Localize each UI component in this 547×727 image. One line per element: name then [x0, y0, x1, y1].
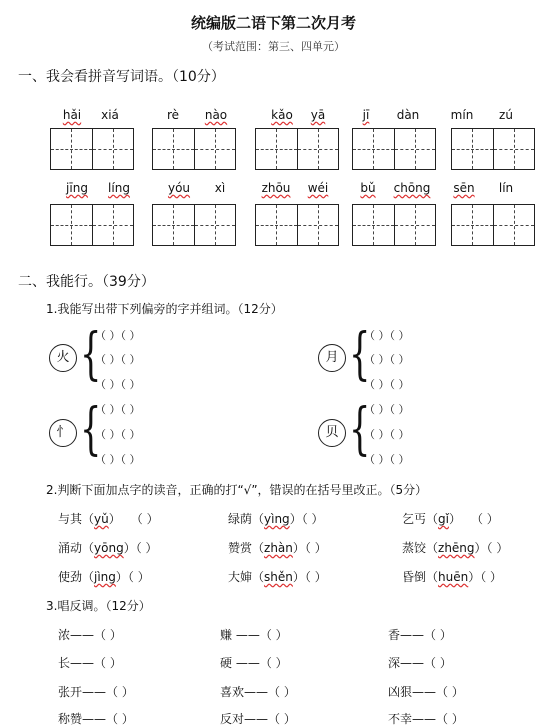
- pinyin: jī: [362, 108, 370, 122]
- blank-line[interactable]: （ ）（ ）: [364, 453, 410, 466]
- blank-line[interactable]: （ ）（ ）: [364, 403, 410, 416]
- blank-line[interactable]: （ ）（ ）: [95, 329, 141, 342]
- blank-line[interactable]: （ ）（ ）: [364, 428, 410, 441]
- pronunciation-item: 蒸饺（zhēng）（ ）: [402, 541, 509, 555]
- pronunciation-item: 涌动（yōng）（ ）: [58, 541, 158, 555]
- character-box[interactable]: [255, 128, 339, 170]
- pinyin: kǎo: [271, 108, 293, 122]
- radical-heart: 忄: [49, 419, 77, 447]
- pinyin: yóu: [167, 181, 191, 195]
- pinyin: zhōu: [261, 181, 291, 195]
- character-box[interactable]: [152, 128, 236, 170]
- pinyin: rè: [166, 108, 180, 122]
- exam-scope: （考试范围：第三、四单元）: [202, 40, 345, 53]
- pinyin: bǔ: [360, 181, 376, 195]
- section-1-heading: 一、我会看拼音写词语。（10分）: [18, 69, 225, 85]
- character-box[interactable]: [352, 128, 436, 170]
- pronunciation-item: 绿荫（yìng）（ ）: [228, 512, 324, 526]
- pronunciation-item: 使劲（jìng）（ ）: [58, 570, 150, 584]
- question-1-heading: 1.我能写出带下列偏旁的字并组词。（12分）: [46, 302, 283, 316]
- pronunciation-item: 与其（yǔ） （ ）: [58, 512, 159, 526]
- question-3-heading: 3.唱反调。（12分）: [46, 599, 151, 613]
- pronunciation-item: 昏倒（huēn）（ ）: [402, 570, 503, 584]
- brace: {: [349, 322, 371, 387]
- antonym-item[interactable]: 浓——（ ）: [58, 628, 122, 642]
- blank-line[interactable]: （ ）（ ）: [95, 378, 141, 391]
- radical-moon: 月: [318, 344, 346, 372]
- pinyin: yā: [310, 108, 326, 122]
- antonym-item[interactable]: 喜欢——（ ）: [220, 685, 296, 699]
- antonym-item[interactable]: 深——（ ）: [388, 656, 452, 670]
- pinyin: líng: [108, 181, 130, 195]
- antonym-item[interactable]: 长——（ ）: [58, 656, 122, 670]
- antonym-item[interactable]: 张开——（ ）: [58, 685, 134, 699]
- pinyin: nào: [204, 108, 228, 122]
- question-2-heading: 2.判断下面加点字的读音，正确的打“√”，错误的在括号里改正。（5分）: [46, 483, 428, 497]
- blank-line[interactable]: （ ）（ ）: [364, 378, 410, 391]
- character-box[interactable]: [352, 204, 436, 246]
- pronunciation-item: 乞丐（gǐ） （ ）: [402, 512, 499, 526]
- brace: {: [80, 397, 102, 462]
- pronunciation-item: 大婶（shěn）（ ）: [228, 570, 327, 584]
- character-box[interactable]: [451, 204, 535, 246]
- page-title: 统编版二语下第二次月考: [190, 14, 356, 32]
- blank-line[interactable]: （ ）（ ）: [364, 329, 410, 342]
- pinyin: chōng: [393, 181, 431, 195]
- blank-line[interactable]: （ ）（ ）: [364, 353, 410, 366]
- section-2-heading: 二、我能行。（39分）: [18, 274, 155, 290]
- pinyin: zú: [499, 108, 513, 122]
- pinyin: xiá: [101, 108, 119, 122]
- antonym-item[interactable]: 硬 ——（ ）: [220, 656, 288, 670]
- blank-line[interactable]: （ ）（ ）: [95, 403, 141, 416]
- character-box[interactable]: [50, 128, 134, 170]
- blank-line[interactable]: （ ）（ ）: [95, 428, 141, 441]
- brace: {: [349, 397, 371, 462]
- character-box[interactable]: [451, 128, 535, 170]
- antonym-item[interactable]: 凶狠——（ ）: [388, 685, 464, 699]
- brace: {: [80, 322, 102, 387]
- character-box[interactable]: [50, 204, 134, 246]
- antonym-item[interactable]: 赚 ——（ ）: [220, 628, 288, 642]
- antonym-item[interactable]: 称赞——（ ）: [58, 712, 134, 726]
- character-box[interactable]: [152, 204, 236, 246]
- pinyin: dàn: [396, 108, 420, 122]
- blank-line[interactable]: （ ）（ ）: [95, 453, 141, 466]
- pinyin: sēn: [453, 181, 475, 195]
- antonym-item[interactable]: 不幸——（ ）: [388, 712, 464, 726]
- radical-shell: 贝: [318, 419, 346, 447]
- blank-line[interactable]: （ ）（ ）: [95, 353, 141, 366]
- pinyin: hǎi: [62, 108, 82, 122]
- character-box[interactable]: [255, 204, 339, 246]
- antonym-item[interactable]: 反对——（ ）: [220, 712, 296, 726]
- pinyin: xì: [214, 181, 226, 195]
- pinyin: lín: [498, 181, 514, 195]
- radical-fire: 火: [49, 344, 77, 372]
- pinyin: wéi: [307, 181, 329, 195]
- pinyin: mín: [450, 108, 474, 122]
- pinyin: jīng: [66, 181, 88, 195]
- pronunciation-item: 赞赏（zhàn）（ ）: [228, 541, 327, 555]
- antonym-item[interactable]: 香——（ ）: [388, 628, 452, 642]
